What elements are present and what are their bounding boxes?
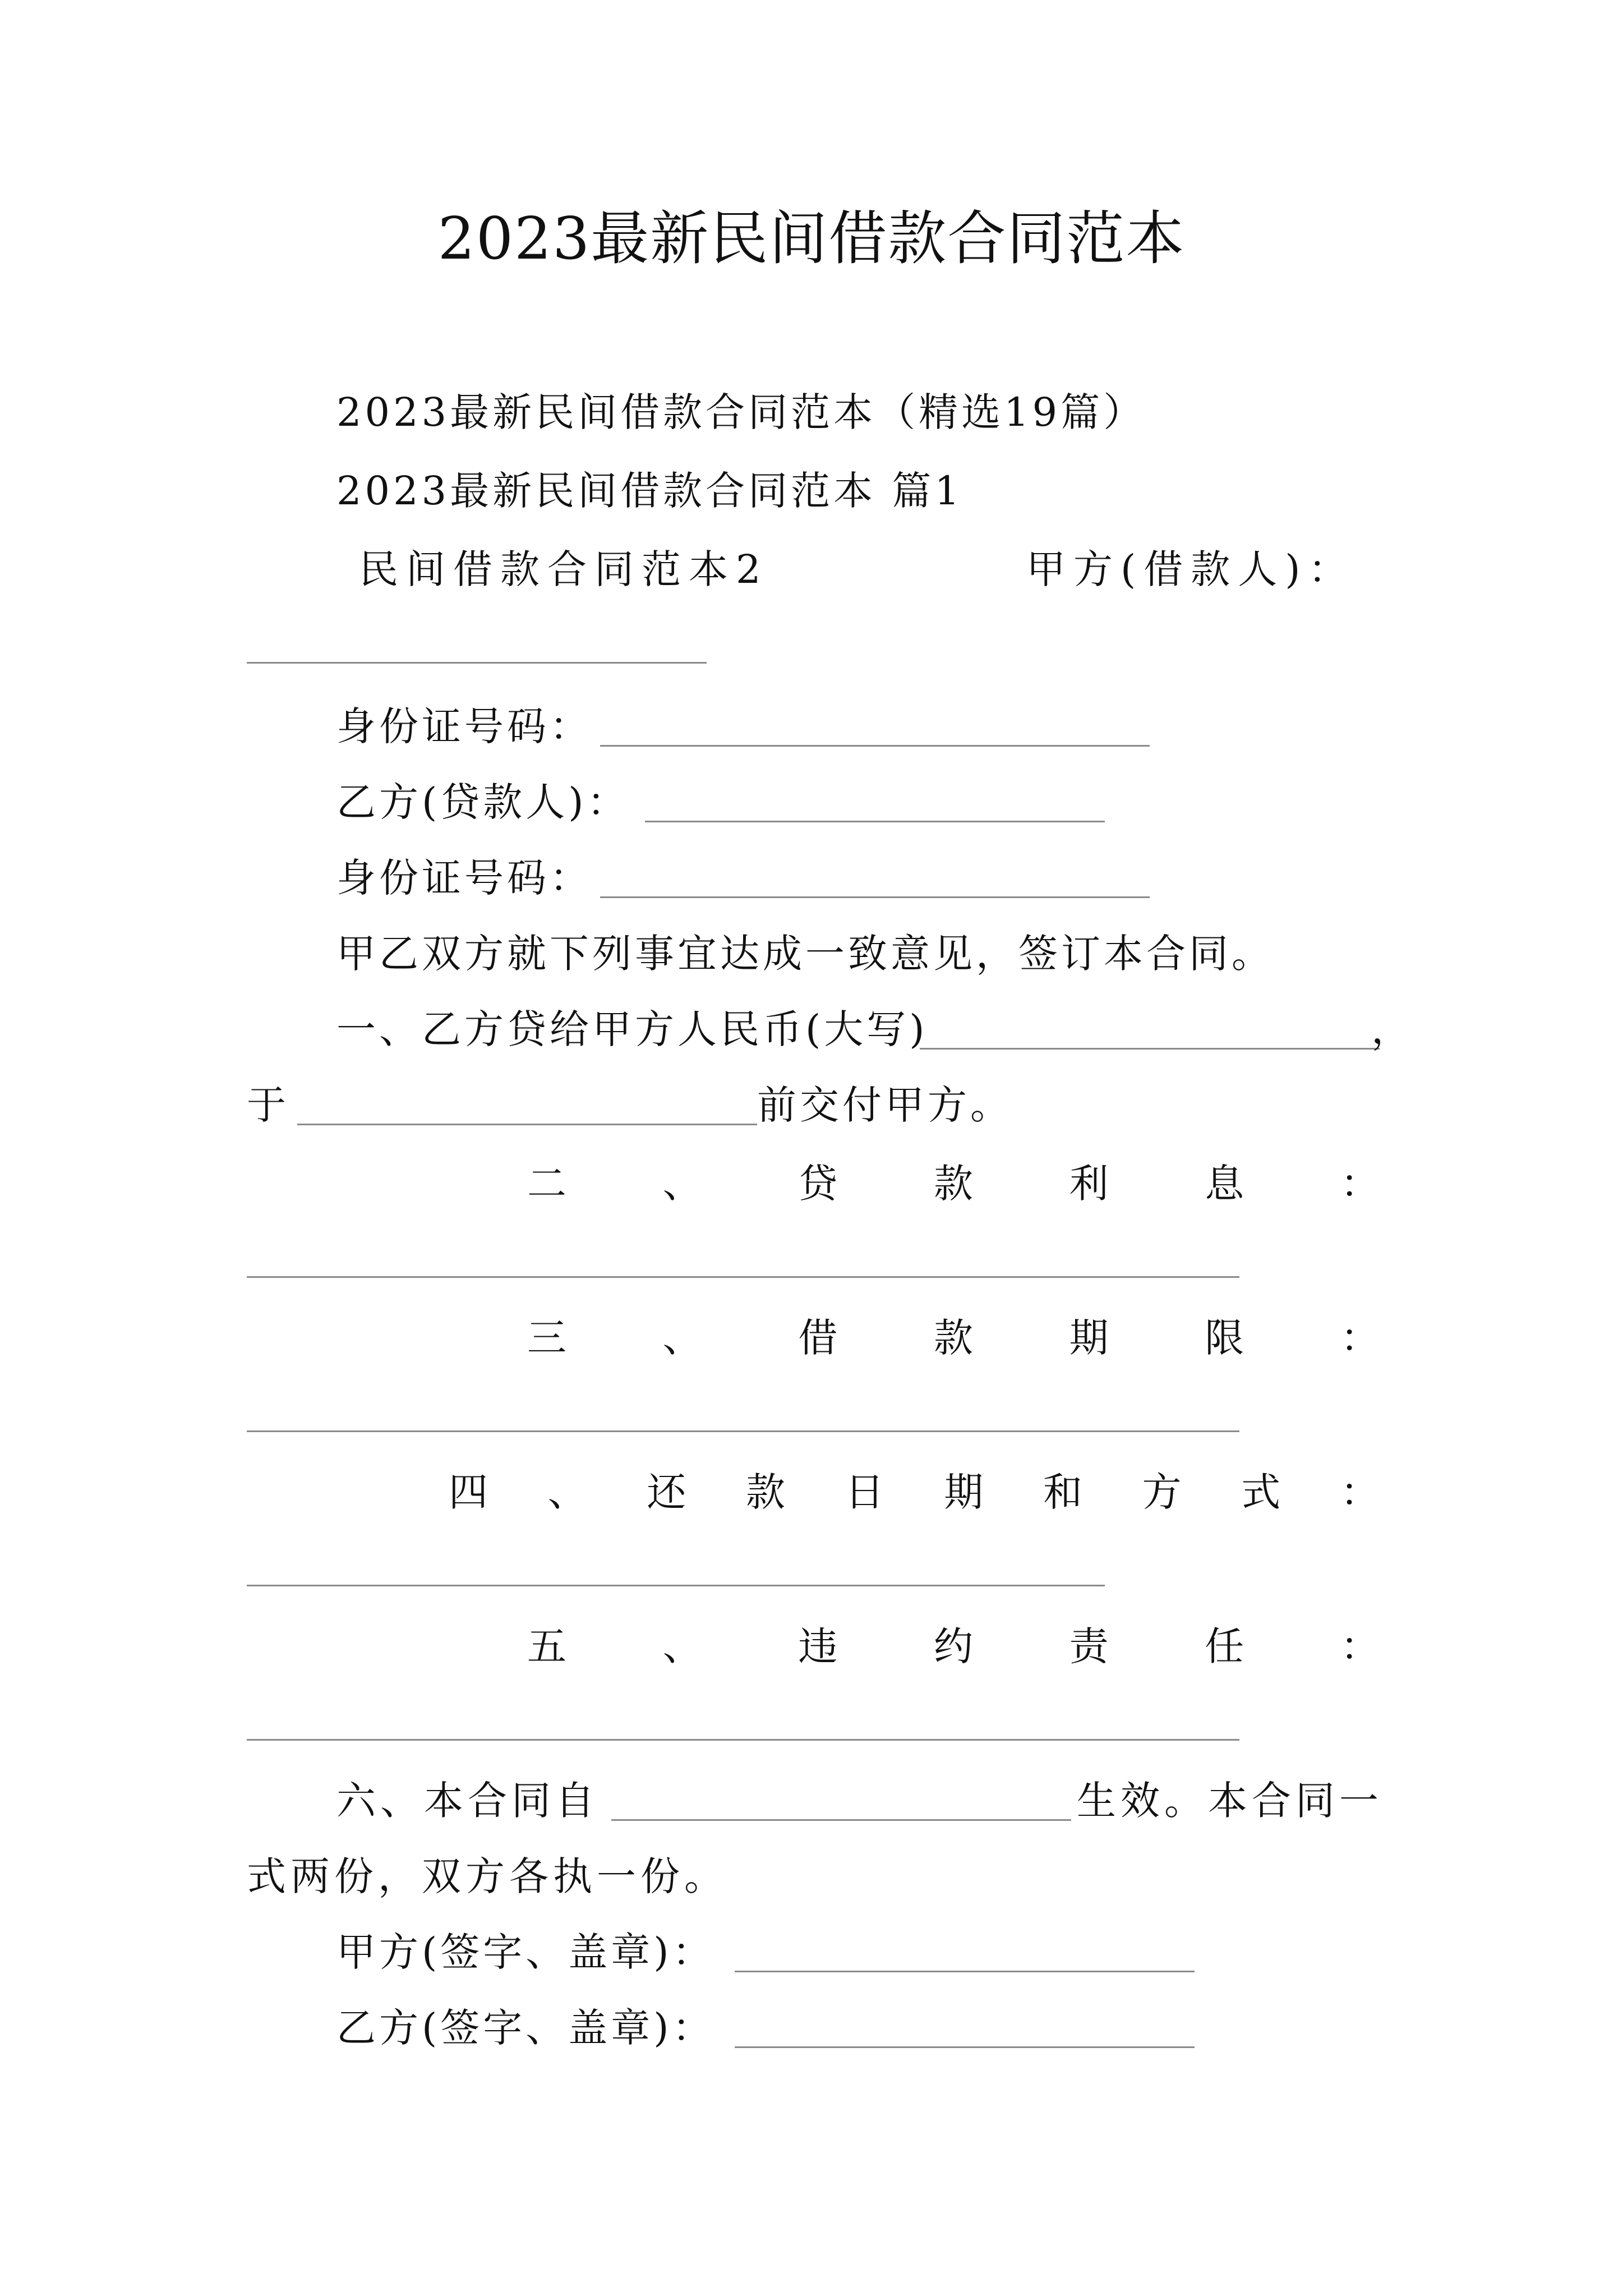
id-label-b: 身份证号码： [336, 855, 592, 901]
clause4-char: 期 [944, 1469, 984, 1515]
document-title: 2023最新民间借款合同范本 [437, 204, 1186, 273]
clause3-blank [247, 1430, 1239, 1432]
signature-b-blank [735, 2046, 1195, 2048]
clause6-suffix: 生效。本合同一 [1077, 1778, 1383, 1824]
clause1-suffix: 前交付甲方。 [757, 1082, 1013, 1128]
clause3-char: 限 [1205, 1315, 1244, 1361]
clause4-heading [449, 1467, 1380, 1517]
clause4-char: 方 [1142, 1469, 1182, 1515]
clause5-heading [527, 1621, 1380, 1672]
clause3-char: 借 [798, 1315, 838, 1361]
clause5-blank [247, 1739, 1239, 1741]
signature-a-blank [735, 1971, 1195, 1972]
clause5-char: 任 [1205, 1623, 1244, 1669]
party-a-label: 甲方(借款人)： [1026, 546, 1355, 592]
clause4-char: 、 [547, 1469, 587, 1515]
clause4-char: 日 [845, 1469, 884, 1515]
clause2-heading [527, 1158, 1380, 1209]
clause4-char: 式 [1241, 1469, 1281, 1515]
clause4-char: 款 [745, 1469, 785, 1515]
clause2-blank [247, 1276, 1239, 1278]
clause5-char: 约 [933, 1623, 973, 1669]
id-blank-b [600, 896, 1150, 898]
clause4-blank [247, 1585, 1105, 1586]
clause3-char: ： [1340, 1315, 1380, 1361]
party-a-blank [247, 662, 707, 664]
clause3-char: 三 [527, 1315, 566, 1361]
section-heading: 2023最新民间借款合同范本 篇1 [336, 468, 963, 514]
clause3-char: 款 [933, 1315, 973, 1361]
clause4-char: ： [1340, 1469, 1380, 1515]
clause5-char: 违 [798, 1623, 838, 1669]
clause1-amount-blank [920, 1048, 1380, 1050]
intro-label: 民间借款合同范本2 [359, 546, 769, 592]
clause6-continuation: 式两份，双方各执一份。 [247, 1853, 728, 1899]
party-b-label: 乙方(贷款人)： [336, 779, 630, 825]
clause4-char: 和 [1043, 1469, 1082, 1515]
subtitle: 2023最新民间借款合同范本（精选19篇） [336, 389, 1146, 435]
clause1-prefix: 于 [247, 1082, 289, 1128]
clause4-char: 还 [647, 1469, 686, 1515]
clause2-char: ： [1340, 1161, 1380, 1207]
clause5-char: ： [1340, 1623, 1380, 1669]
clause2-char: 贷 [798, 1161, 838, 1207]
signature-a-label: 甲方(签字、盖章)： [336, 1929, 715, 1975]
clause3-char: 、 [662, 1315, 702, 1361]
clause1-date-blank [297, 1124, 757, 1125]
clause2-char: 二 [527, 1161, 566, 1207]
clause4-char: 四 [449, 1469, 488, 1515]
clause5-char: 五 [527, 1623, 566, 1669]
clause3-char: 期 [1069, 1315, 1109, 1361]
id-blank-a [600, 745, 1150, 747]
clause3-heading [527, 1313, 1380, 1363]
clause2-char: 利 [1069, 1161, 1109, 1207]
clause2-char: 、 [662, 1161, 702, 1207]
agreement-text: 甲乙双方就下列事宜达成一致意见，签订本合同。 [336, 931, 1274, 977]
party-b-blank [645, 821, 1105, 822]
clause1-comma: ， [1371, 1006, 1414, 1052]
clause6-date-blank [611, 1819, 1071, 1821]
clause6-prefix: 六、本合同自 [336, 1778, 599, 1824]
clause5-char: 、 [662, 1623, 702, 1669]
clause1-text: 一、乙方贷给甲方人民币(大写) [336, 1006, 928, 1052]
clause5-char: 责 [1069, 1623, 1109, 1669]
signature-b-label: 乙方(签字、盖章)： [336, 2005, 715, 2051]
clause2-char: 款 [933, 1161, 973, 1207]
id-label-a: 身份证号码： [336, 703, 592, 749]
clause2-char: 息 [1205, 1161, 1244, 1207]
